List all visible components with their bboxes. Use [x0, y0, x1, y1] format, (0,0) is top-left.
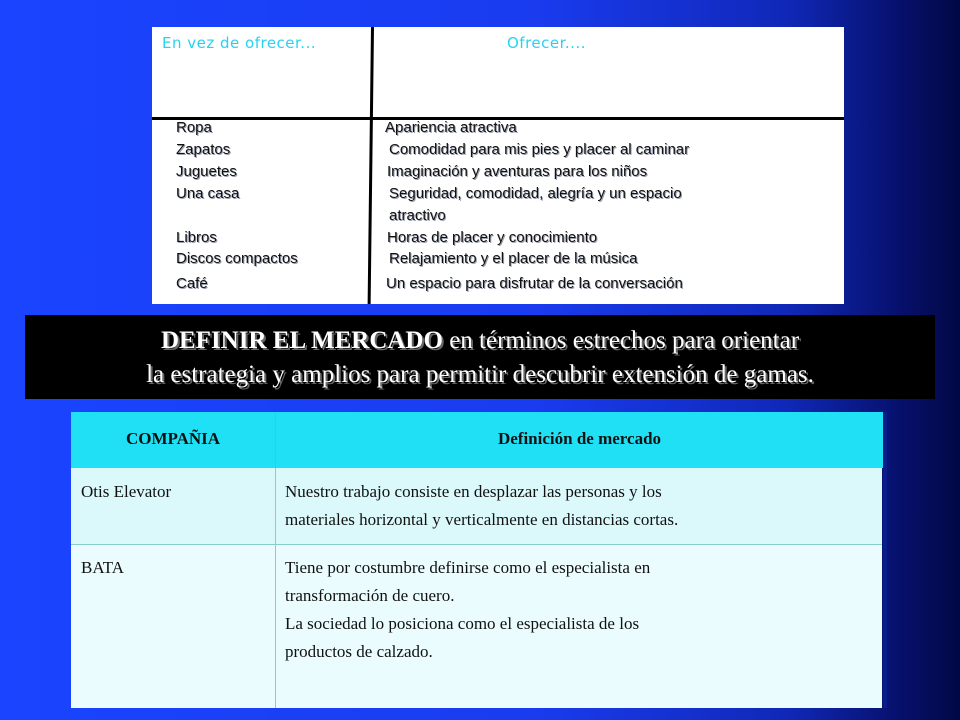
product-label: Libros [176, 229, 217, 246]
table-header-definition: Definición de mercado [275, 412, 883, 468]
definition-text [285, 478, 678, 534]
definition-line: productos de calzado. [285, 642, 433, 661]
banner-line-1-rest: en términos estrechos para orientar [442, 327, 800, 354]
offer-label: Imaginación y aventuras para los niños [387, 163, 648, 180]
vertical-divider [368, 27, 374, 304]
product-label: Ropa [176, 119, 212, 136]
offer-label: Relajamiento y el placer de la música [389, 250, 638, 267]
definition-line: transformación de cuero. [285, 586, 455, 605]
market-definition-table [71, 412, 882, 708]
header-offer: Ofrecer.... [507, 34, 586, 52]
table-cell-company [71, 468, 275, 545]
table-header-company: COMPAÑIA [71, 412, 275, 468]
table-cell-definition [276, 468, 882, 545]
comparison-box [152, 27, 844, 304]
offer-label: Comodidad para mis pies y placer al caminar [389, 141, 690, 158]
definition-line: Nuestro trabajo consiste en desplazar las personas y los [285, 482, 662, 501]
product-label: Juguetes [176, 163, 237, 180]
header-instead-of-offering: En vez de ofrecer... [162, 34, 317, 52]
product-label: Zapatos [176, 141, 231, 158]
definition-line: materiales horizontal y verticalmente en distancias cortas. [285, 510, 679, 529]
offer-label: Un espacio para disfrutar de la conversación [386, 275, 683, 292]
product-label: Café [176, 275, 208, 292]
table-column-divider [275, 468, 276, 708]
offer-label: Apariencia atractiva [385, 119, 517, 136]
definition-line: La sociedad lo posiciona como el especialista de los [285, 614, 640, 633]
market-definition-banner [25, 315, 935, 399]
table-cell-company [71, 545, 275, 708]
offer-label: Seguridad, comodidad, alegría y un espacio [389, 185, 682, 202]
banner-line-2: la estrategia y amplios para permitir descubrir extensión de gamas. [146, 361, 814, 388]
offer-label: atractivo [389, 207, 446, 224]
definition-line: Tiene por costumbre definirse como el especialista en [285, 558, 651, 577]
banner-bold-text: DEFINIR EL MERCADO [160, 327, 443, 354]
table-edge [883, 412, 887, 708]
product-label: Una casa [176, 185, 240, 202]
product-label: Discos compactos [176, 250, 298, 267]
table-cell-definition [276, 545, 882, 708]
definition-text [285, 554, 650, 666]
offer-label: Horas de placer y conocimiento [387, 229, 598, 246]
company-name: BATA [81, 558, 125, 577]
company-name: Otis Elevator [81, 482, 172, 501]
banner-line-1 [25, 324, 935, 358]
